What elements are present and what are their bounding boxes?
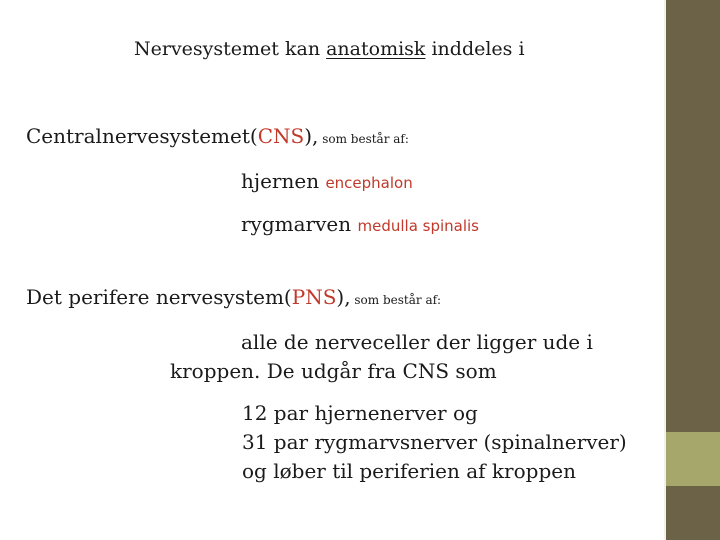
- pns-description-line: alle de nerveceller der ligger ude i: [241, 330, 593, 354]
- heading-underlined-word: anatomisk: [326, 38, 426, 60]
- heading-text-before: Nervesystemet kan: [134, 38, 327, 60]
- cns-item-spinal-cord: [241, 214, 479, 234]
- cns-abbreviation: CNS: [257, 124, 305, 148]
- cns-item-latin: encephalon: [325, 174, 413, 192]
- pns-description-line: kroppen. De udgår fra CNS som: [170, 359, 497, 383]
- cns-item-latin: medulla spinalis: [357, 217, 480, 235]
- strip-segment-dark-top: [666, 0, 720, 432]
- pns-description-line: og løber til periferien af kroppen: [242, 459, 576, 483]
- cns-label: Centralnervesystemet(: [26, 124, 258, 148]
- pns-abbreviation: PNS: [291, 285, 337, 309]
- cns-item-term: rygmarven: [241, 212, 358, 236]
- pns-description-line: 12 par hjernenerver og: [242, 401, 478, 425]
- pns-close: ),: [336, 285, 351, 309]
- pns-suffix: som består af:: [350, 293, 442, 307]
- strip-segment-light: [666, 432, 720, 486]
- cns-close: ),: [304, 124, 319, 148]
- slide-heading: [134, 40, 525, 59]
- cns-item-term: hjernen: [241, 169, 326, 193]
- heading-text-after: inddeles i: [425, 38, 525, 60]
- cns-title-line: [26, 126, 409, 146]
- strip-segment-dark-bottom: [666, 486, 720, 540]
- pns-label: Det perifere nervesystem(: [26, 285, 292, 309]
- pns-description-line: 31 par rygmarvsnerver (spinalnerver): [242, 430, 627, 454]
- decorative-side-strip: [666, 0, 720, 540]
- pns-title-line: [26, 287, 441, 307]
- cns-suffix: som består af:: [318, 132, 409, 146]
- cns-item-brain: [241, 171, 413, 191]
